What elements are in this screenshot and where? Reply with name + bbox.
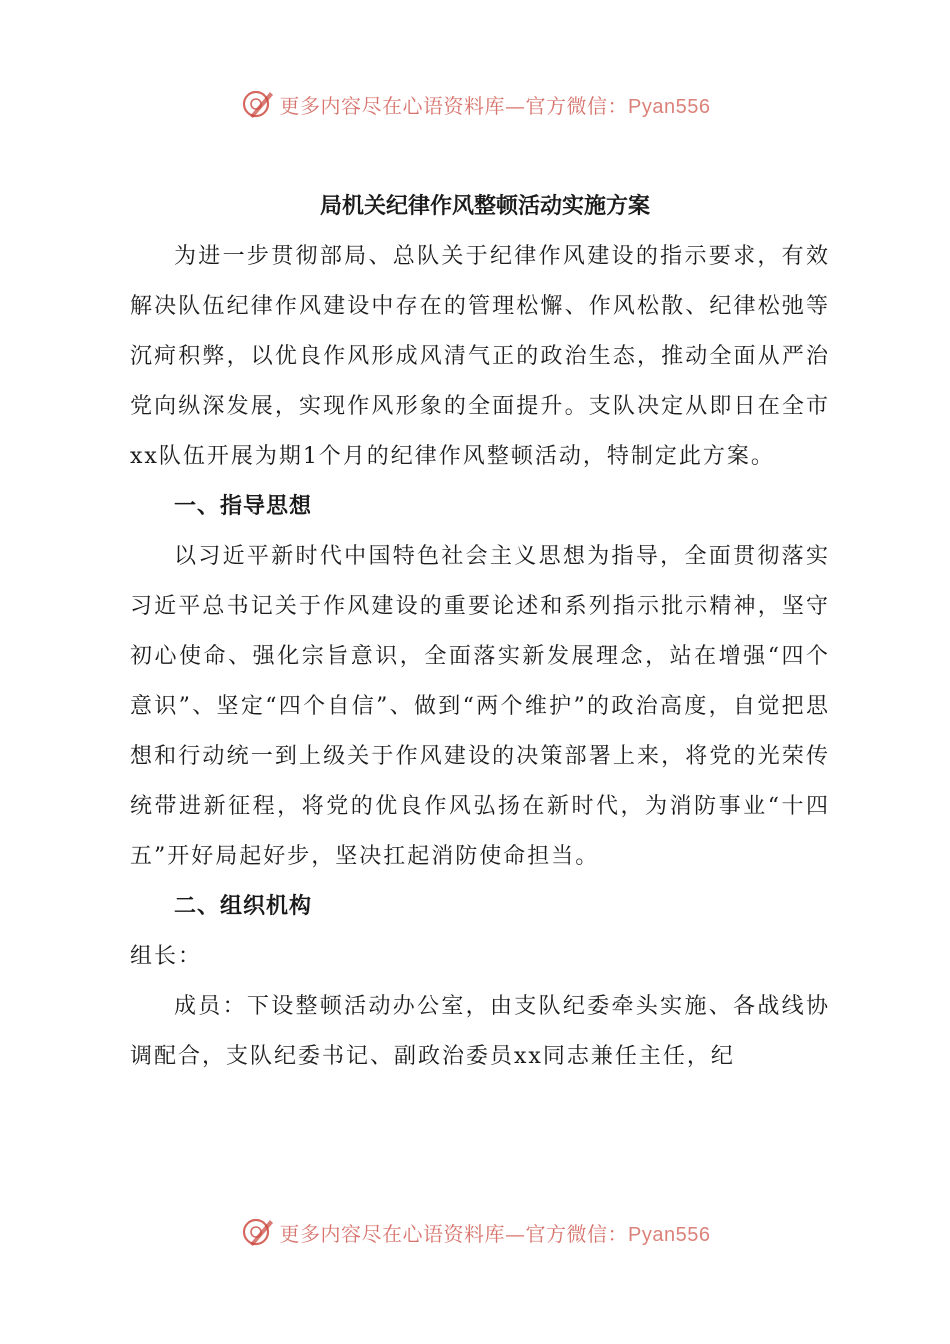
watermark-id: Pyan556 bbox=[628, 1223, 711, 1246]
section-heading-organization: 二、组织机构 bbox=[174, 894, 313, 919]
watermark-text: 更多内容尽在心语资料库—官方微信： bbox=[279, 1221, 629, 1246]
leader-line: 组长： bbox=[130, 944, 203, 969]
watermark-footer bbox=[0, 1212, 950, 1252]
document-body bbox=[130, 182, 830, 1082]
watermark-text: 更多内容尽在心语资料库—官方微信： bbox=[279, 93, 629, 118]
intro-paragraph: 为进一步贯彻部局、总队关于纪律作风建设的指示要求，有效解决队伍纪律作风建设中存在的管理松懈、作风松散、纪律松弛等沉疴积弊，以优良作风形成风清气正的政治生态，推动全面从严治党向纵深发展，实现作风形象的全面提升。支队决定从即日在全市xx队伍开展为期1个月的纪律作风整顿活动，特制定此方案。 bbox=[130, 244, 830, 469]
members-paragraph: 成员：下设整顿活动办公室，由支队纪委牵头实施、各战线协调配合，支队纪委书记、副政治委员xx同志兼任主任，纪 bbox=[130, 994, 830, 1069]
watermark-header bbox=[0, 84, 950, 124]
guiding-ideology-paragraph: 以习近平新时代中国特色社会主义思想为指导，全面贯彻落实习近平总书记关于作风建设的重要论述和系列指示批示精神，坚守初心使命、强化宗旨意识，全面落实新发展理念，站在增强“四个意识”、坚定“四个自信”、做到“两个维护”的政治高度，自觉把思想和行动统一到上级关于作风建设的决策部署上来，将党的光荣传统带进新征程，将党的优良作风弘扬在新时代，为消防事业“十四五”开好局起好步，坚决扛起消防使命担当。 bbox=[130, 544, 830, 869]
document-title: 局机关纪律作风整顿活动实施方案 bbox=[319, 194, 650, 219]
watermark-id: Pyan556 bbox=[628, 95, 711, 118]
pen-logo-icon bbox=[240, 86, 276, 122]
pen-logo-icon bbox=[240, 1214, 276, 1250]
section-heading-guiding-ideology: 一、指导思想 bbox=[174, 494, 313, 519]
